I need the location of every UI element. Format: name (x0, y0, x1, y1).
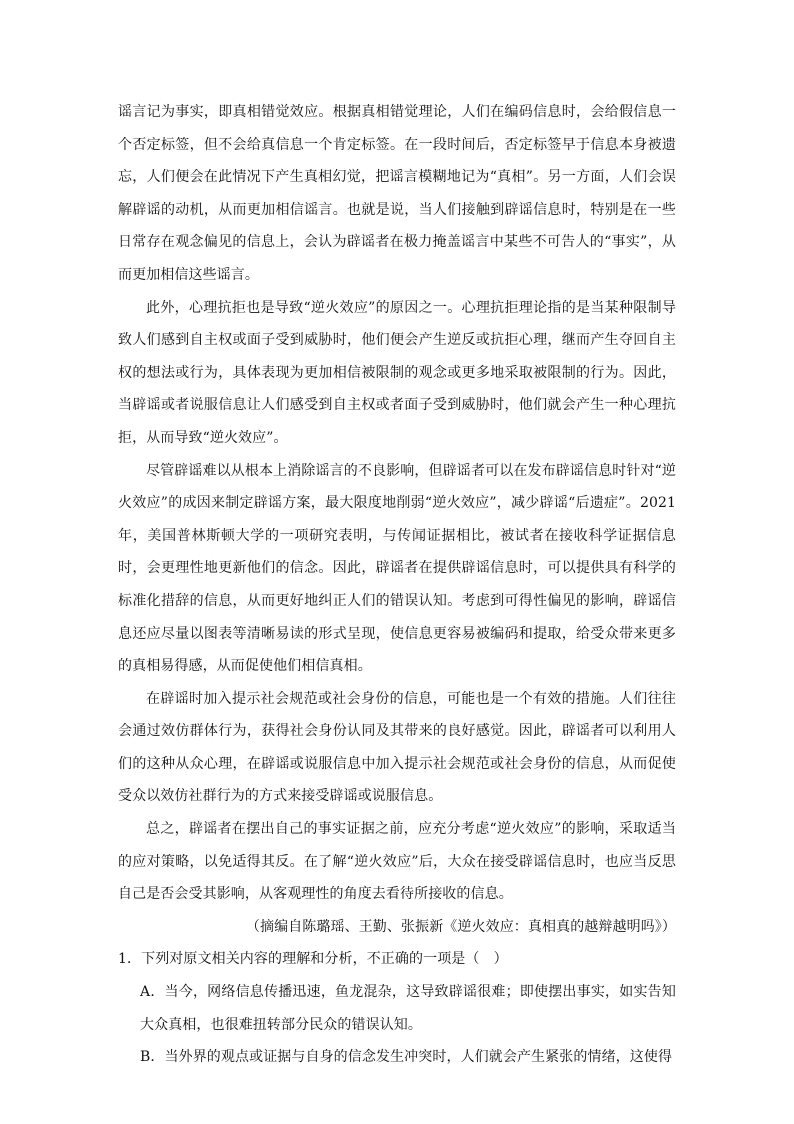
question-option-a: A．当今，网络信息传播迅速，鱼龙混杂，这导致辟谣很难；即使摆出事实，如实告知大众真相，也很难扭转部分民众的错误认知。 (140, 984, 676, 1033)
question-option-b: B．当外界的观点或证据与自身的信念发生冲突时，人们就会产生紧张的情绪，这使得 (140, 1049, 673, 1066)
source-citation: （摘编自陈璐瑶、王勤、张振新《逆火效应：真相真的越辩越明吗》） (245, 918, 676, 935)
paragraph-psychological-reactance: 此外，心理抗拒也是导致“逆火效应”的原因之一。心理抗拒理论指的是当某种限制导致人们感到自主权或面子受到威胁时，他们便会产生逆反或抗拒心理，继而产生夺回自主权的想法或行为，具体表现为更加相信被限制的观念或更多地采取被限制的行为。因此，当辟谣或者说服信息让人们感受到自主权或者面子受到威胁时，他们就会产生一种心理抗拒，从而导致“逆火效应”。 (118, 299, 676, 446)
paragraph-social-norms: 在辟谣时加入提示社会规范或社会身份的信息，可能也是一个有效的措施。人们往往会通过效仿群体行为，获得社会身份认同及其带来的良好感觉。因此，辟谣者可以利用人们的这种从众心理，在辟谣或说服信息中加入提示社会规范或社会身份的信息，从而促使受众以效仿社群行为的方式来接受辟谣或说服信息。 (118, 690, 676, 805)
paragraph-conclusion: 总之，辟谣者在摆出自己的事实证据之前，应充分考虑“逆火效应”的影响，采取适当的应对策略，以免适得其反。在了解“逆火效应”后，大众在接受辟谣信息时，也应当反思自己是否会受其影响，从客观理性的角度去看待所接收的信息。 (118, 821, 676, 903)
paragraph-truth-illusion: 谣言记为事实，即真相错觉效应。根据真相错觉理论，人们在编码信息时，会给假信息一个否定标签，但不会给真信息一个肯定标签。在一段时间后，否定标签早于信息本身被遗忘，人们便会在此情况下产生真相幻觉，把谣言模糊地记为“真相”。另一方面，人们会误解辟谣的动机，从而更加相信谣言。也就是说，当人们接触到辟谣信息时，特别是在一些日常存在观念偏见的信息上，会认为辟谣者在极力掩盖谣言中某些不可告人的“事实”，从而更加相信这些谣言。 (118, 104, 676, 283)
paragraph-rebuttal-strategy: 尽管辟谣难以从根本上消除谣言的不良影响，但辟谣者可以在发布辟谣信息时针对“逆火效应”的成因来制定辟谣方案，最大限度地削弱“逆火效应”，减少辟谣“后遗症”。2021 年，美国普林斯顿大学的一项研究表明，与传闻证据相比，被试者在接收科学证据信息时，会更理性地更新他们的信念。因此，辟谣者在提供辟谣信息时，可以提供具有科学的标准化措辞的信息，从而更好地纠正人们的错误认知。考虑到可得性偏见的影响，辟谣信息还应尽量以图表等清晰易读的形式呈现，使信息更容易被编码和提取，给受众带来更多的真相易得感，从而促使他们相信真相。 (118, 462, 676, 675)
question-stem: 1．下列对原文相关内容的理解和分析，不正确的一项是（ ） (118, 951, 508, 968)
